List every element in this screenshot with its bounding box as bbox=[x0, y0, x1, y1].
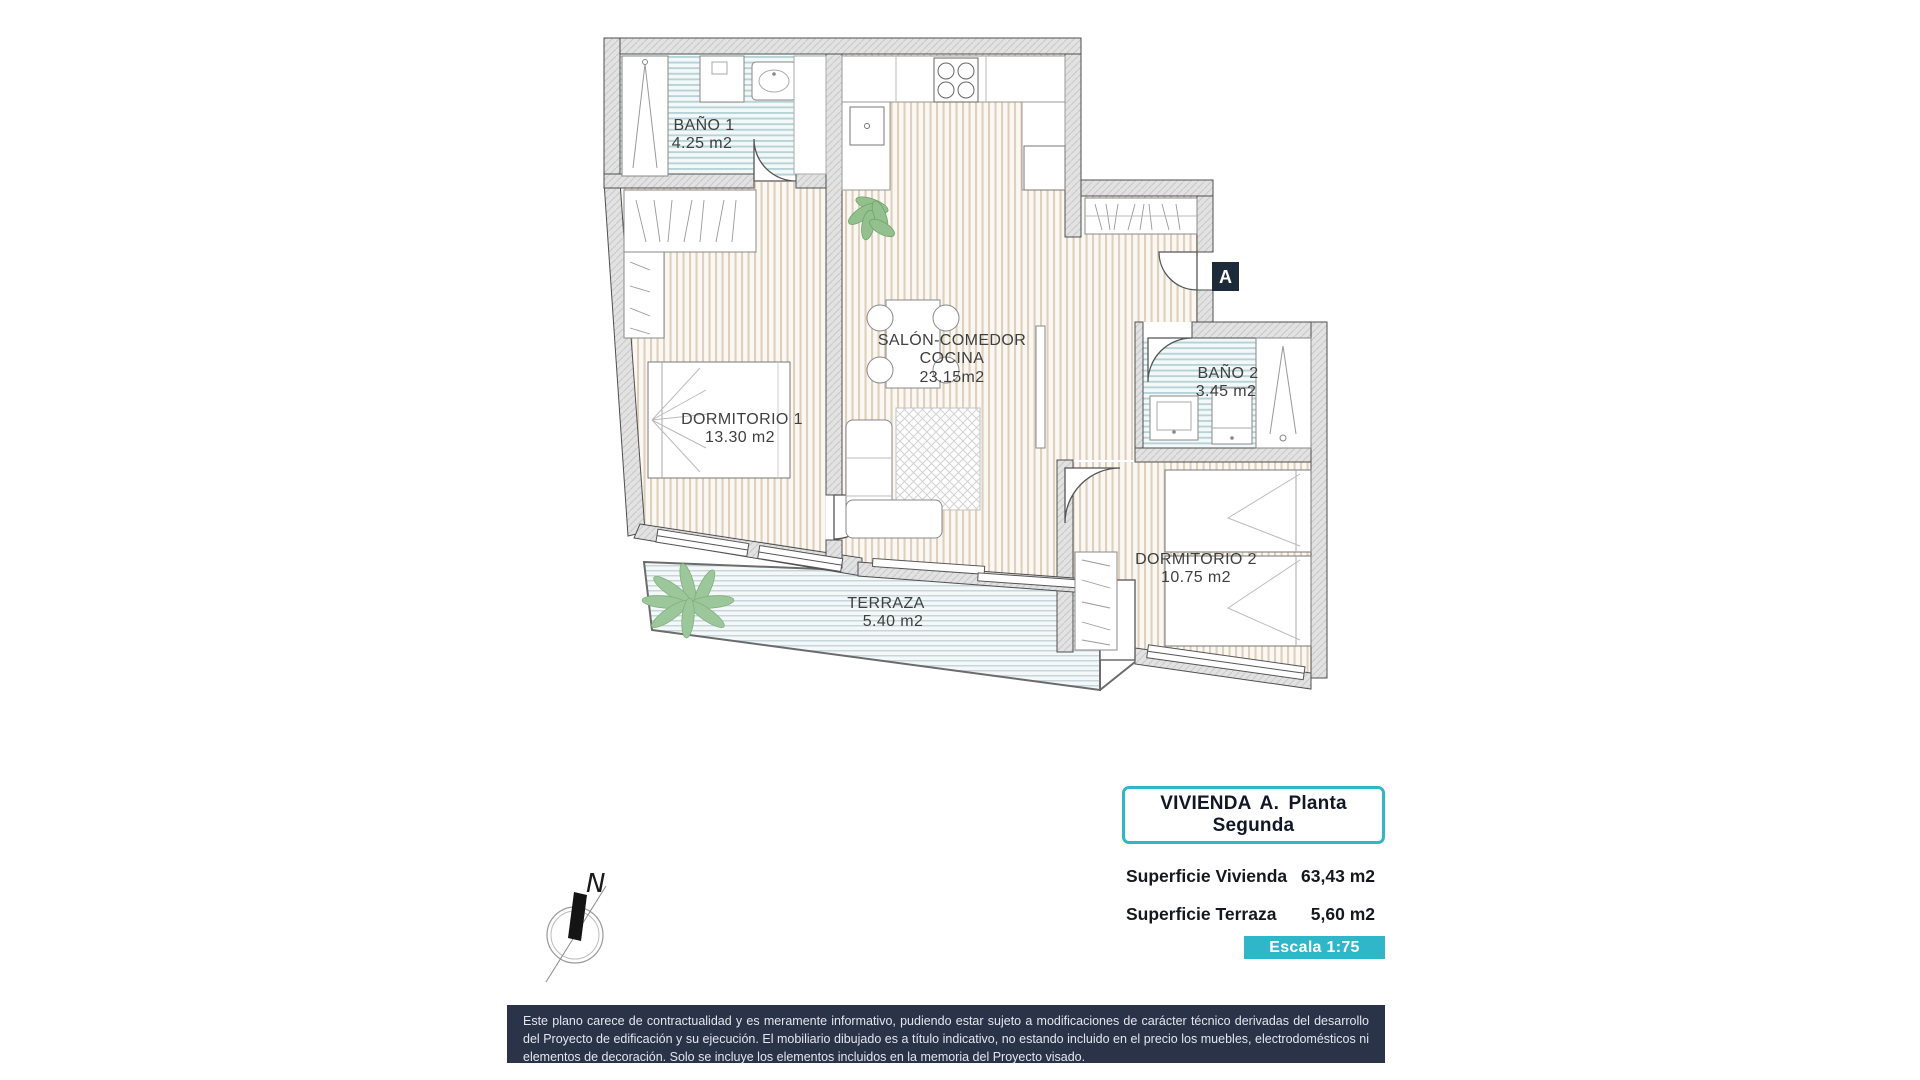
compass-needle bbox=[568, 892, 587, 941]
plan-title: VIVIENDA A. Planta Segunda bbox=[1122, 786, 1385, 844]
room-area-dormitorio1: 13.30 m2 bbox=[705, 429, 775, 446]
room-label-bano1: BAÑO 1 bbox=[673, 117, 735, 134]
room-area-salon: 23.15m2 bbox=[919, 369, 985, 386]
room-label-salon: SALÓN-COMEDOR bbox=[877, 332, 1027, 349]
sofa-icon bbox=[846, 500, 942, 538]
room-label-salon-2: COCINA bbox=[919, 350, 985, 367]
unit-badge bbox=[1212, 262, 1239, 291]
shower-icon bbox=[1256, 338, 1311, 448]
footer-disclaimer-text: Este plano carece de contractualidad y es meramente informativo, pudiendo estar sujeto a modificaciones de carácter técnico derivadas del desarrollo del Proyecto de edificación y su ejecución. El mobiliario dibujado es a título indicativo, no estando incluido en el precio los muebles, electrodomésticos ni elementos de decoración. Solo se incluye los elementos incluidos en la memoria del Proyecto visado. bbox=[523, 1014, 1369, 1064]
room-label-dormitorio2: DORMITORIO 2 bbox=[1135, 551, 1257, 568]
utility-column bbox=[794, 56, 826, 174]
bed-icon bbox=[1165, 470, 1311, 552]
room-label-bano2: BAÑO 2 bbox=[1197, 365, 1259, 382]
room-label-terraza: TERRAZA bbox=[847, 595, 925, 612]
north-label: N bbox=[586, 869, 606, 899]
kitchen-sink-icon bbox=[850, 107, 884, 145]
surface-label: Superficie Terraza bbox=[1126, 904, 1277, 924]
wardrobe-icon bbox=[624, 252, 664, 338]
room-area-bano2: 3.45 m2 bbox=[1195, 383, 1257, 400]
surface-row bbox=[1122, 866, 1385, 887]
washer-icon bbox=[700, 56, 744, 102]
surface-value: 63,43 m2 bbox=[1301, 866, 1375, 886]
room-area-dormitorio2: 10.75 m2 bbox=[1161, 569, 1231, 586]
info-panel bbox=[1122, 786, 1385, 925]
surface-label: Superficie Vivienda bbox=[1126, 866, 1288, 886]
chair-icon bbox=[867, 305, 893, 331]
fridge-icon bbox=[1024, 146, 1065, 190]
terrace-joint bbox=[1100, 662, 1135, 690]
tv-board-icon bbox=[1036, 326, 1045, 448]
shower-icon bbox=[622, 56, 668, 176]
chair-icon bbox=[867, 357, 893, 383]
chair-icon bbox=[933, 305, 959, 331]
wardrobe-icon bbox=[624, 190, 756, 252]
scale-badge: Escala 1:75 bbox=[1244, 936, 1385, 959]
footer-disclaimer-bar bbox=[507, 1005, 1385, 1063]
compass bbox=[546, 869, 606, 982]
wardrobe-icon bbox=[1075, 552, 1117, 650]
surface-value: 5,60 m2 bbox=[1310, 904, 1375, 924]
room-area-bano1: 4.25 m2 bbox=[671, 135, 733, 152]
room-area-terraza: 5.40 m2 bbox=[862, 613, 924, 630]
rug bbox=[896, 408, 980, 510]
surface-row bbox=[1122, 904, 1385, 925]
room-label-dormitorio1: DORMITORIO 1 bbox=[681, 411, 803, 428]
unit-badge-label: A bbox=[1219, 267, 1232, 287]
